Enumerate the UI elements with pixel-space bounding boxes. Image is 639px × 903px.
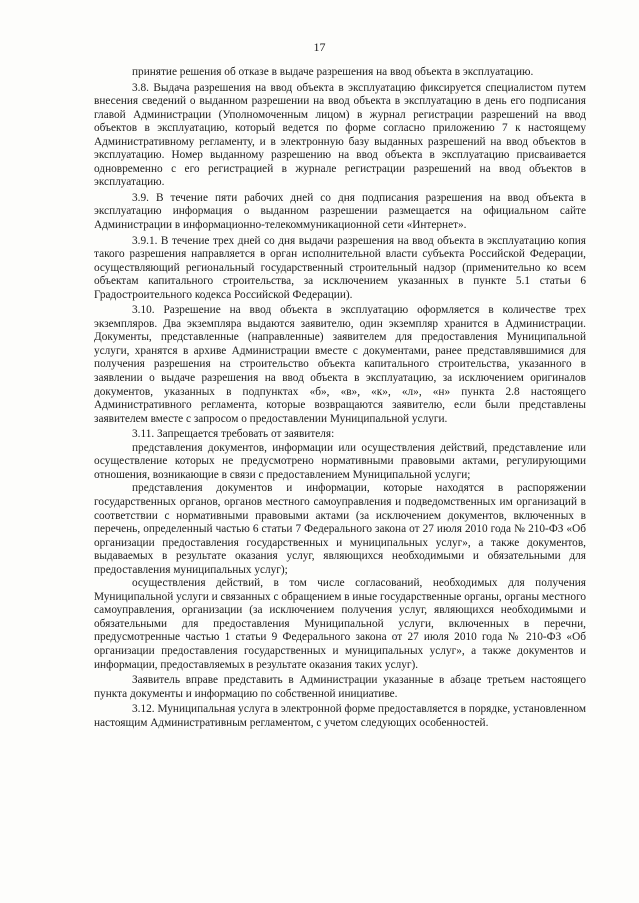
paragraph-3-11: 3.11. Запрещается требовать от заявителя:: [132, 428, 335, 441]
paragraph-applicant-right: Заявитель вправе представить в Администрации указанные в абзаце третьем настоящего пункта документы и информацию по собственной инициативе.: [94, 674, 586, 700]
paragraph-3-11-item-1: представления документов, информации или осуществления действий, представление или осуществление которых не предусмотрено нормативными правовыми актами, регулирующими отношения, возникающие в связи с предоставлением Муниципальной услуги;: [94, 441, 586, 481]
paragraph-refusal-decision: принятие решения об отказе в выдаче разрешения на ввод объекта в эксплуатацию.: [132, 66, 534, 78]
paragraph-3-9: 3.9. В течение пяти рабочих дней со дня подписания разрешения на ввод объекта в эксплуатацию информация о выданном разрешении размещается на официальном сайте Администрации в информационно-телекоммуникационной сети «Интернет».: [94, 191, 586, 232]
page-number: 17: [313, 40, 326, 54]
document-body: [94, 66, 586, 730]
paragraph-3-12: 3.12. Муниципальная услуга в электронной форме предоставляется в порядке, установленном настоящим Административным регламентом, с учетом следующих особенностей.: [94, 703, 586, 729]
paragraph-3-11-item-3: осуществления действий, в том числе согласований, необходимых для получения Муниципальной услуги и связанных с обращением в иные государственные органы, органы местного самоуправления, организации (за исключением получения услуг, являющихся необходимыми и обязательными для предоставления Муниципальной услуги, включенных в перечни, предусмотренные частью 1 статьи 9 Федерального закона от 27 июля 2010 года № 210-ФЗ «Об организации предоставления государственных и муниципальных услуг», а также документов и информации, предоставляемых в результате оказания таких услуг).: [94, 577, 586, 671]
paragraph-3-8: 3.8. Выдача разрешения на ввод объекта в эксплуатацию фиксируется специалистом путем внесения сведений о выданном разрешении на ввод объекта в эксплуатацию в день его подписания главой Администрации (Уполномоченным лицом) в журнал регистрации разрешений на ввод объектов в эксплуатацию, который ведется по форме согласно приложению 7 к настоящему Административному регламенту, и в электронную базу выданных разрешений на ввод объектов в эксплуатацию. Номер выданному разрешению на ввод объекта в эксплуатацию присваивается одновременно с его регистрацией в журнале регистрации разрешений на ввод объектов в эксплуатацию.: [94, 81, 586, 189]
paragraph-3-10: 3.10. Разрешение на ввод объекта в эксплуатацию оформляется в количестве трех экземпляров. Два экземпляра выдаются заявителю, один экземпляр хранится в Администрации. Документы, представленные (направленные) заявителем для предоставления Муниципальной услуги, хранятся в архиве Администрации вместе с документами, ранее представлявшимися для получения разрешения на строительство объекта капитального строительства, указанного в заявлении о выдаче разрешения на ввод объекта в эксплуатацию, за исключением оригиналов документов, указанных в подпунктах «б», «в», «к», «л», «н» пункта 2.8 настоящего Административного регламента, которые возвращаются заявителю, если были представлены заявителем вместе с запросом о предоставлении Муниципальной услуги.: [94, 304, 586, 425]
paragraph-3-9-1: 3.9.1. В течение трех дней со дня выдачи разрешения на ввод объекта в эксплуатацию копия такого разрешения направляется в орган исполнительной власти субъекта Российской Федерации, осуществляющий региональный государственный строительный надзор (применительно ко всем объектам капитального строительства, за исключением указанных в пункте 5.1 статьи 6 Градостроительного кодекса Российской Федерации).: [94, 234, 586, 301]
paragraph-3-11-item-2: представления документов и информации, которые находятся в распоряжении государственных органов, органов местного самоуправления и подведомственных им организаций в соответствии с нормативными правовыми актами (за исключением документов, включенных в перечень, определенный частью 6 статьи 7 Федерального закона от 27 июля 2010 года № 210-ФЗ «Об организации предоставления государственных и муниципальных услуг», а также документов, выдаваемых в результате оказания услуг, являющихся необходимыми и обязательными для предоставления муниципальных услуг);: [94, 482, 586, 576]
